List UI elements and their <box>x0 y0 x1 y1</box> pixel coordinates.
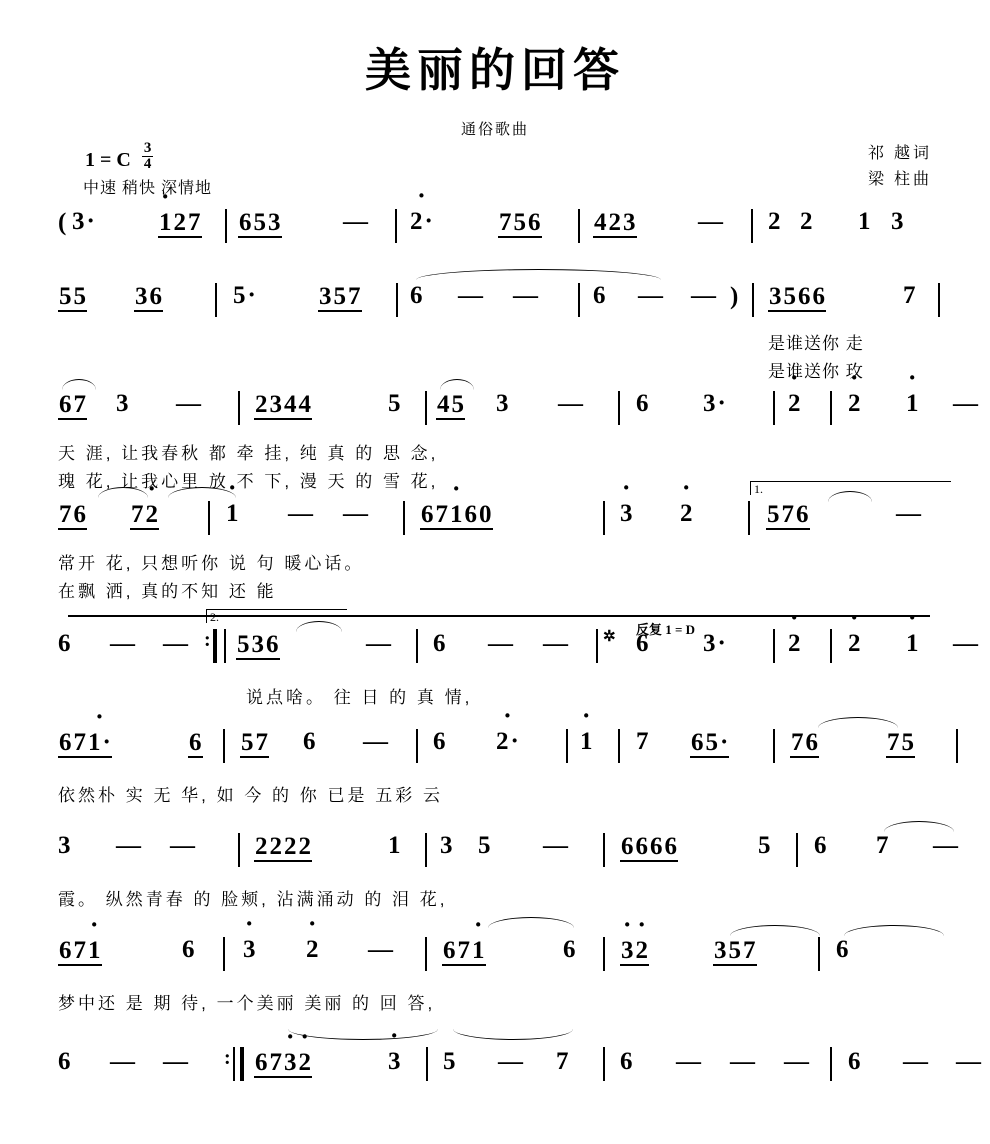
key-signature: 1 = C <box>85 149 131 171</box>
system-8-lyric-1: 梦中还 是 期 待, 一个美丽 美丽 的 回 答, <box>58 994 436 1013</box>
system-8 <box>58 933 932 1037</box>
repeat-key-label: 反复 1 = D <box>636 622 696 637</box>
system-4-lyric-2: 在飘 洒, 真的不知 还 能 <box>58 582 277 601</box>
system-9 <box>58 1037 981 1107</box>
system-5-notes: 6 — — 2. : 536 — 6 — — ✲ 反复 1 = D 6 3 · · 2 · 2 · 1 — <box>58 621 932 669</box>
coda-icon: ✲ <box>603 629 616 645</box>
volta-1: 1. <box>750 481 951 495</box>
tempo-marking: 中速 稍快 深情地 <box>83 180 213 197</box>
system-4-lyric-1: 常开 花, 只想听你 说 句 暖心话。 <box>58 554 365 573</box>
system-3-lyric-2: 瑰 花, 让我心里 放 不 下, 漫 天 的 雪 花, <box>58 472 439 491</box>
system-3-notes: 67 3 — 2344 5 45 3 — 6 3 · · 2 · 2 · 1 — <box>58 387 932 435</box>
system-2 <box>58 279 932 387</box>
system-5 <box>58 610 978 725</box>
key-and-time-signature <box>85 141 153 172</box>
system-2-lyric-2: 是谁送你 玫 <box>768 362 864 381</box>
repeat-dots-end: : <box>224 1047 231 1069</box>
system-9-notes: 6 — — : 67· 3· 2 · 3 5 — 7 6 — — — 6 — — <box>58 1037 932 1085</box>
system-1-notes: ( 3 · · 127 653 — · 2 · 756 423 — 2 2 1 3 <box>58 205 932 253</box>
system-6-notes: 67· 1 · 6 57 6 — 6 · 2 · · 1 7 65 · 76 75 <box>58 725 932 773</box>
system-6-lyric-1: 依然朴 实 无 华, 如 今 的 你 已是 五彩 云 <box>58 786 443 805</box>
system-2-lyric-1: 是谁送你 走 <box>768 334 864 353</box>
system-8-notes: 67· 1 6 · 3 · 2 — 67· 1 6 · 3· 2 357 6 <box>58 933 932 981</box>
time-signature-numerator: 3 <box>143 140 152 156</box>
time-signature <box>142 141 154 172</box>
system-7-notes: 3 — — 2222 1 3 5 — 6666 5 6 7 — <box>58 829 932 877</box>
system-7-lyric-1: 霞。 纵然青春 的 脸颊, 沾满涌动 的 泪 花, <box>58 890 448 909</box>
sheet-music-page <box>0 34 990 1144</box>
page-title: 美丽的回答 <box>365 44 625 96</box>
genre-subtitle: 通俗歌曲 <box>460 122 529 138</box>
system-5-lyric-1: 说点啥。 往 日 的 真 情, <box>246 688 473 707</box>
time-signature-denominator: 4 <box>143 156 152 172</box>
system-7 <box>58 829 958 933</box>
credits <box>868 141 932 193</box>
repeat-dots: : <box>204 629 211 651</box>
lyricist-credit: 祁 越词 <box>867 145 932 162</box>
system-1 <box>58 205 932 279</box>
volta-2: 2. <box>206 609 347 623</box>
system-6 <box>58 725 932 829</box>
composer-credit: 梁 柱曲 <box>867 171 932 188</box>
system-3-lyric-1: 天 涯, 让我春秋 都 牵 挂, 纯 真 的 思 念, <box>58 444 439 463</box>
system-4-notes: 76 7· 2 · 1 — — 67· 160 · 3 · 2 1. 576 — <box>58 497 932 545</box>
system-2-notes: 55 36 5 · 357 6 — — 6 — — ) 3566 7 <box>58 279 932 327</box>
score-header <box>0 141 990 205</box>
system-4 <box>58 482 932 615</box>
